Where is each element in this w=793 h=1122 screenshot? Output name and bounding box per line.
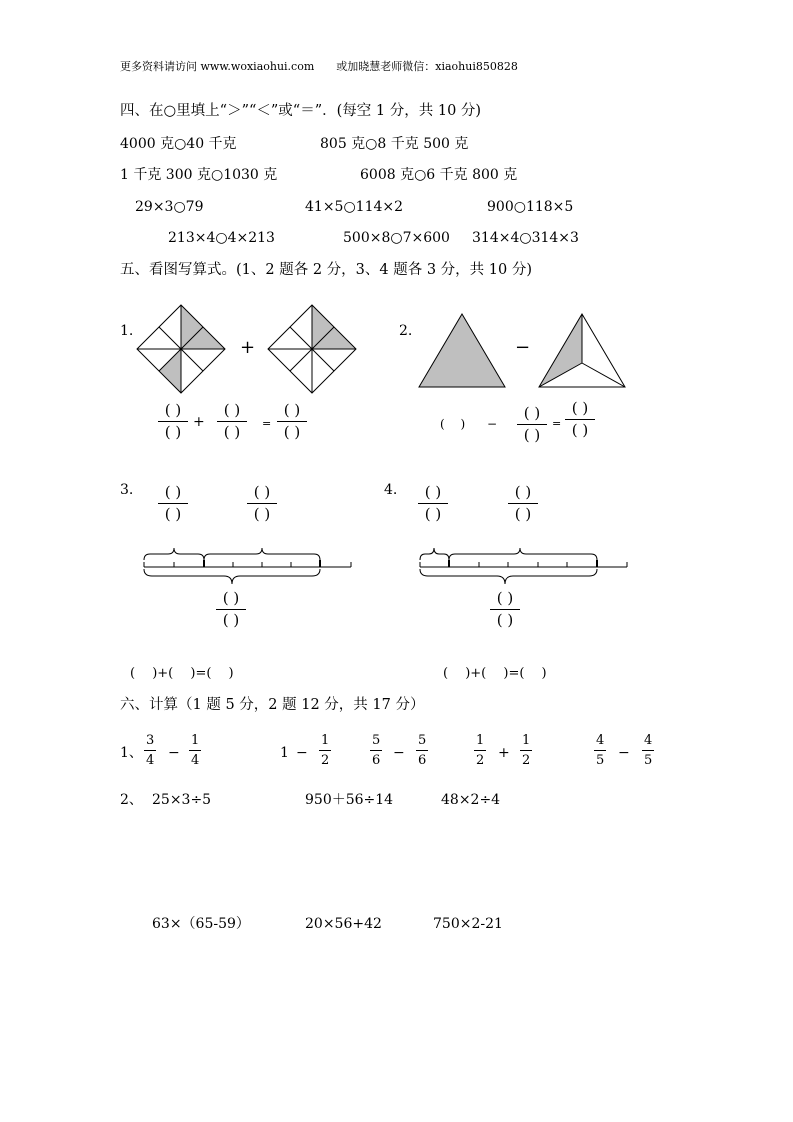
- operator: −: [168, 745, 180, 761]
- numerator-blank: ( ): [523, 404, 541, 422]
- operator: −: [296, 745, 308, 761]
- compare-item: 6008 克○6 千克 800 克: [360, 167, 518, 183]
- calc-item: 63×（65-59）: [152, 916, 250, 932]
- fraction-blank[interactable]: [506, 484, 540, 523]
- calc-item: 25×3÷5: [152, 792, 212, 808]
- denominator-blank: ( ): [222, 611, 240, 629]
- numerator-blank: ( ): [164, 401, 182, 419]
- compare-item: 900○118×5: [487, 199, 574, 215]
- fraction-blank[interactable]: [416, 484, 450, 523]
- whole-number: 1: [280, 745, 289, 761]
- fraction: 1 4: [191, 733, 200, 768]
- plus-op: +: [193, 414, 205, 430]
- numerator-blank: ( ): [496, 589, 514, 607]
- fraction-blank[interactable]: [156, 402, 190, 441]
- denominator-blank: ( ): [283, 423, 301, 441]
- page-header: 更多资料请访问 www.woxiaohui.com 或加晓慧老师微信：xiaohui850828: [120, 60, 518, 73]
- fraction: 1 2: [476, 733, 485, 768]
- fraction-blank[interactable]: [563, 400, 597, 439]
- denominator-blank: ( ): [424, 505, 442, 523]
- minus-op: −: [487, 417, 498, 431]
- fraction-blank[interactable]: [515, 405, 549, 444]
- section-5-title: 五、看图写算式。(1、2 题各 2 分，3、4 题各 3 分，共 10 分): [120, 262, 532, 278]
- fraction-blank[interactable]: [156, 484, 190, 523]
- fraction-blank[interactable]: [245, 484, 279, 523]
- compare-item: 41×5○114×2: [305, 199, 404, 215]
- operator: −: [618, 745, 630, 761]
- compare-item: 805 克○8 千克 500 克: [320, 136, 469, 152]
- denominator-blank: ( ): [164, 505, 182, 523]
- denominator-blank: ( ): [164, 423, 182, 441]
- fraction: 5 6: [418, 733, 427, 768]
- fraction: 4 5: [644, 733, 653, 768]
- compare-item: 29×3○79: [135, 199, 204, 215]
- minus-sign: −: [515, 337, 531, 358]
- triangle-shaded: [418, 313, 506, 389]
- numerator-blank: ( ): [222, 589, 240, 607]
- denominator-blank: ( ): [496, 611, 514, 629]
- q2-label: 2、: [120, 792, 143, 808]
- fraction: 3 4: [146, 733, 155, 768]
- problem-4-label: 4.: [384, 482, 398, 498]
- fraction-blank[interactable]: [214, 590, 248, 629]
- plus-sign: +: [240, 337, 256, 358]
- denominator-blank: ( ): [223, 423, 241, 441]
- fraction: 1 2: [522, 733, 531, 768]
- denominator-blank: ( ): [514, 505, 532, 523]
- number-line-3: [140, 538, 355, 588]
- compare-item: 213×4○4×213: [168, 230, 275, 246]
- diamond-figure-right: [268, 305, 356, 393]
- denominator-blank: ( ): [571, 421, 589, 439]
- numerator-blank: ( ): [223, 401, 241, 419]
- section-4-title: 四、在○里填上“＞”“＜”或“＝”．(每空 1 分，共 10 分): [120, 103, 482, 119]
- number-line-4: [416, 538, 631, 588]
- calc-item: 950＋56÷14: [305, 792, 394, 808]
- denominator-blank: ( ): [253, 505, 271, 523]
- numerator-blank: ( ): [253, 483, 271, 501]
- fraction: 5 6: [372, 733, 381, 768]
- whole-blank[interactable]: ( ): [440, 417, 466, 431]
- numerator-blank: ( ): [164, 483, 182, 501]
- compare-item: 4000 克○40 千克: [120, 136, 237, 152]
- compare-item: 500×8○7×600: [343, 230, 450, 246]
- operator: +: [498, 745, 510, 761]
- fraction: 4 5: [596, 733, 605, 768]
- section-6-title: 六、计算（1 题 5 分，2 题 12 分，共 17 分）: [120, 697, 425, 713]
- calc-item: 20×56+42: [305, 916, 382, 932]
- fraction-blank[interactable]: [488, 590, 522, 629]
- numerator-blank: ( ): [283, 401, 301, 419]
- q1-label: 1、: [120, 745, 143, 761]
- compare-item: 314×4○314×3: [472, 230, 579, 246]
- numerator-blank: ( ): [514, 483, 532, 501]
- problem-3-label: 3.: [120, 482, 134, 498]
- fraction-blank[interactable]: [275, 402, 309, 441]
- numerator-blank: ( ): [571, 399, 589, 417]
- calc-item: 48×2÷4: [441, 792, 501, 808]
- denominator-blank: ( ): [523, 426, 541, 444]
- answer-line-4[interactable]: ( )+( )=( ): [443, 666, 547, 681]
- operator: −: [393, 745, 405, 761]
- fraction: 1 2: [321, 733, 330, 768]
- triangle-divided: [538, 313, 626, 389]
- equals-op: =: [552, 417, 562, 430]
- fraction-blank[interactable]: [215, 402, 249, 441]
- answer-line-3[interactable]: ( )+( )=( ): [130, 666, 234, 681]
- equals-op: =: [262, 417, 272, 430]
- problem-1-label: 1.: [120, 323, 134, 339]
- calc-item: 750×2-21: [433, 916, 503, 932]
- diamond-figure-left: [137, 305, 225, 393]
- problem-2-label: 2.: [399, 323, 413, 339]
- numerator-blank: ( ): [424, 483, 442, 501]
- compare-item: 1 千克 300 克○1030 克: [120, 167, 278, 183]
